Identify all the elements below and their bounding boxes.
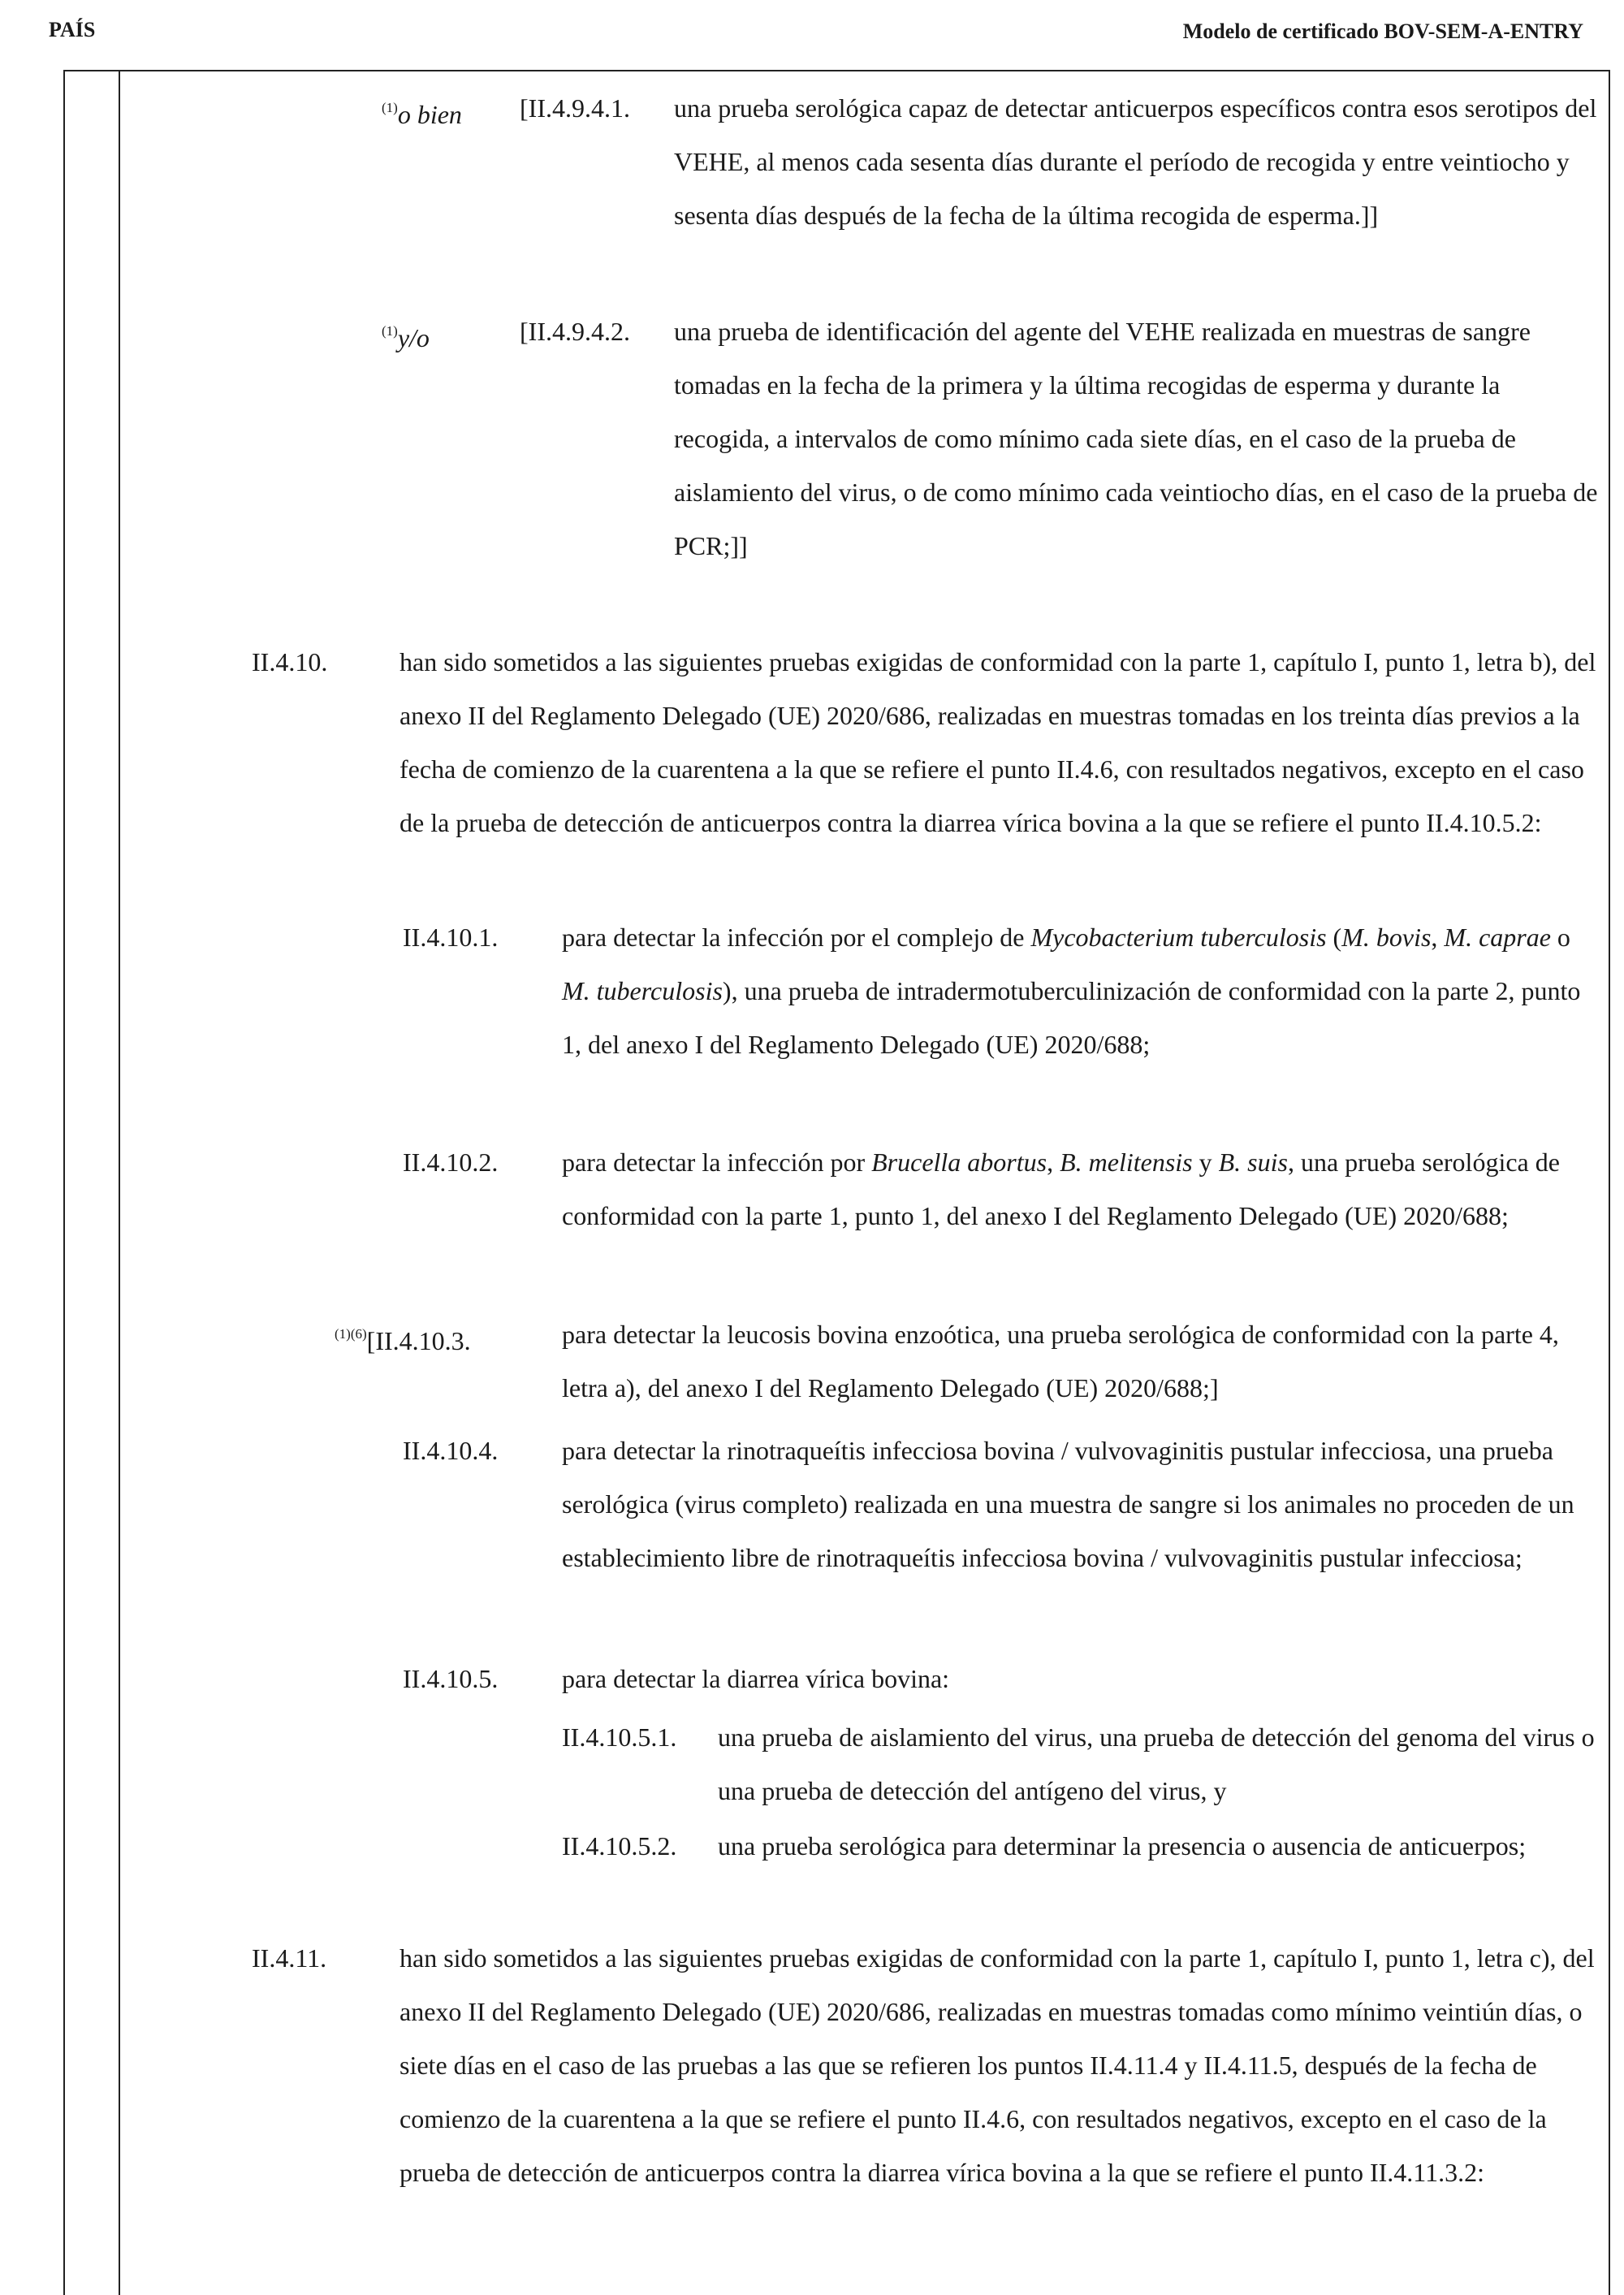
item-number: II.4.10.1. [403,923,499,952]
item-number: II.4.10.5.1. [562,1722,677,1752]
item-number: II.4.10.4. [403,1436,499,1465]
item-number: II.4.10.2. [403,1148,499,1177]
item-text-II-4-10-1: para detectar la infección por el complejo de Mycobacterium tuberculosis (M. bovis, M. caprae o M. tuberculosis), una prueba de intradermotuberculinización de conformidad con la parte 2, punto 1, del anexo I del Reglamento Delegado (UE) 2020/688; [562,923,1581,1059]
alternative-marker-o-bien: $^{(1)}$o bien [382,100,462,129]
item-text-II-4-10-2: para detectar la infección por Brucella abortus, B. melitensis y B. suis, una prueba serológica de conformidad con la parte 1, punto 1, del anexo I del Reglamento Delegado (UE) 2020/688; [562,1148,1560,1230]
item-text-II-4-9-4-1: una prueba serológica capaz de detectar anticuerpos específicos contra esos serotipos del VEHE, al menos cada sesenta días durante el período de recogida y entre veintiocho y sesenta días después de la fecha de la última recogida de esperma.]] [674,93,1597,230]
item-number: [II.4.9.4.1. [520,93,630,123]
item-number: [II.4.9.4.2. [520,317,630,346]
item-number: II.4.10.5.2. [562,1831,677,1861]
item-number: II.4.10.5. [403,1664,499,1693]
margin-column-divider [119,70,120,2295]
item-number: II.4.10. [252,647,328,676]
item-text-II-4-9-4-2: una prueba de identificación del agente del VEHE realizada en muestras de sangre tomadas en la fecha de la primera y la última recogidas de esperma y durante la recogida, a intervalos de como mínimo cada siete días, en el caso de la prueba de aislamiento del virus, o de como mínimo cada veintiocho días, en el caso de la prueba de PCR;]] [674,317,1598,560]
item-number: II.4.11. [252,1943,327,1973]
item-text-II-4-10-5: para detectar la diarrea vírica bovina: [562,1664,950,1693]
item-number: $^{(1)(6)}$[II.4.10.3. [335,1326,471,1355]
item-text-II-4-10: han sido sometidos a las siguientes pruebas exigidas de conformidad con la parte 1, capítulo I, punto 1, letra b), del anexo II del Reglamento Delegado (UE) 2020/686, realizadas en muestras tomadas en los treinta días previos a la fecha de comienzo de la cuarentena a la que se refiere el punto II.4.6, con resultados negativos, excepto en el caso de la prueba de detección de anticuerpos contra la diarrea vírica bovina a la que se refiere el punto II.4.10.5.2: [400,647,1596,837]
item-text-II-4-11: han sido sometidos a las siguientes pruebas exigidas de conformidad con la parte 1, capítulo I, punto 1, letra c), del anexo II del Reglamento Delegado (UE) 2020/686, realizadas en muestras tomadas como mínimo veintiún días, o siete días en el caso de las pruebas a las que se refieren los puntos II.4.11.4 y II.4.11.5, después de la fecha de comienzo de la cuarentena a la que se refiere el punto II.4.6, con resultados negativos, excepto en el caso de la prueba de detección de anticuerpos contra la diarrea vírica bovina a la que se refiere el punto II.4.11.3.2: [400,1943,1595,2187]
certificate-model-title: Modelo de certificado BOV-SEM-A-ENTRY [1182,19,1583,43]
alternative-marker-y-o: $^{(1)}$y/o [382,323,430,352]
item-text-II-4-10-5-2: una prueba serológica para determinar la presencia o ausencia de anticuerpos; [718,1831,1527,1861]
item-text-II-4-10-3: para detectar la leucosis bovina enzoótica, una prueba serológica de conformidad con la parte 4, letra a), del anexo I del Reglamento Delegado (UE) 2020/688;] [562,1320,1559,1402]
item-text-II-4-10-4: para detectar la rinotraqueítis infecciosa bovina / vulvovaginitis pustular infecciosa, una prueba serológica (virus completo) realizada en una muestra de sangre si los animales no proceden de un establecimiento libre de rinotraqueítis infecciosa bovina / vulvovaginitis pustular infecciosa; [562,1436,1574,1572]
item-text-II-4-10-5-1: una prueba de aislamiento del virus, una prueba de detección del genoma del virus o una prueba de detección del antígeno del virus, y [718,1722,1595,1805]
country-label: PAÍS [49,18,96,41]
